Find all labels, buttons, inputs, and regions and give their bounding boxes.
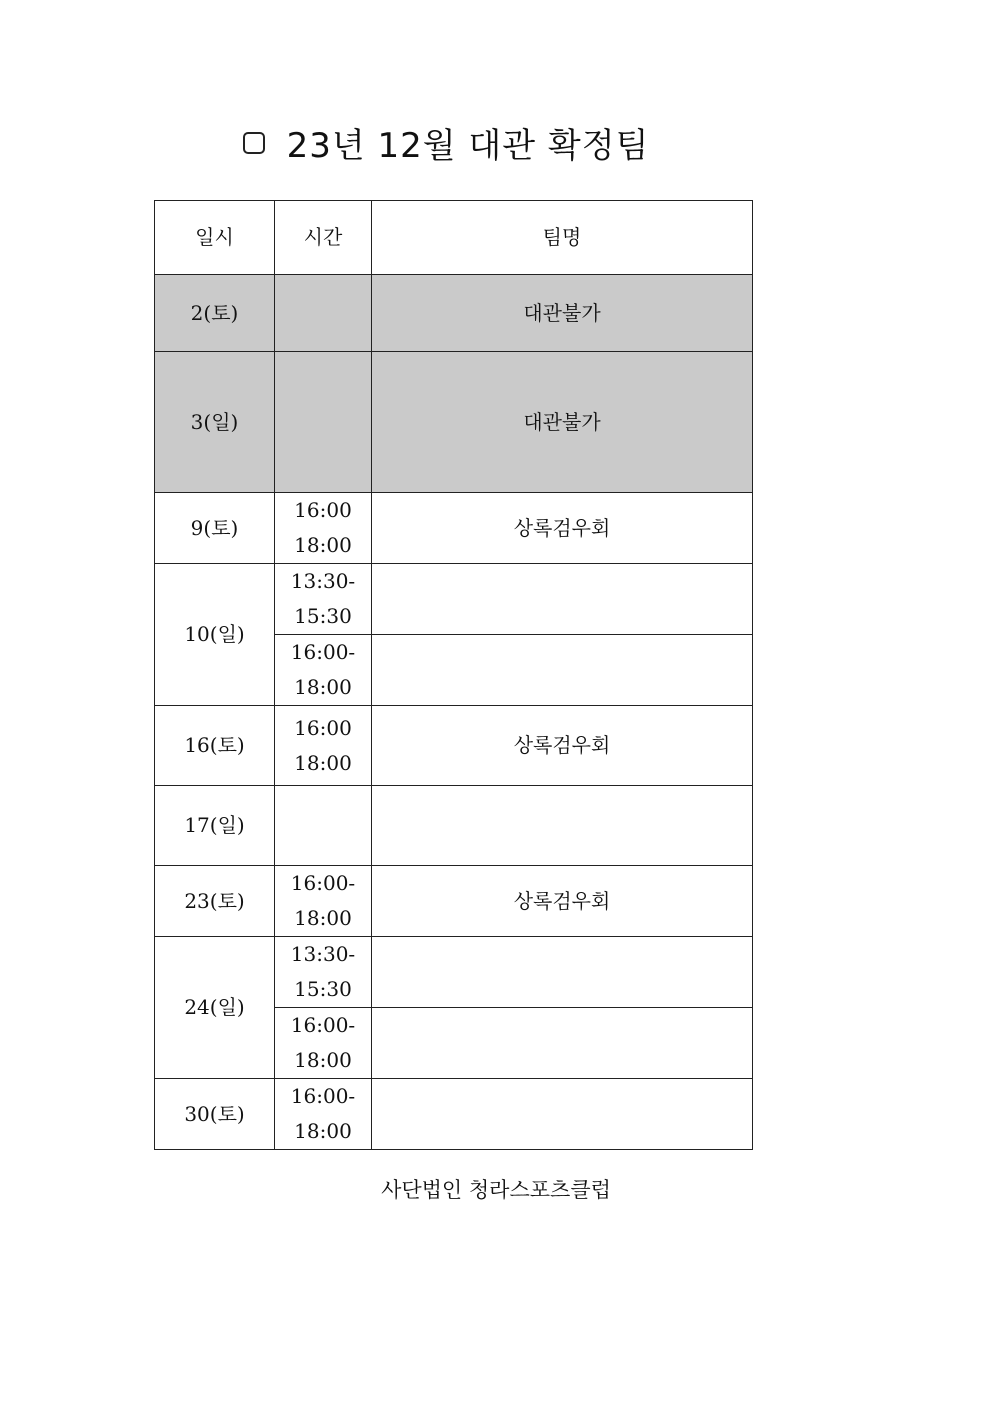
time-cell [275,635,372,706]
time-cell [275,786,372,866]
time-end: 15:30 [294,604,352,628]
time-cell [275,706,372,786]
time-start: 16:00- [290,640,356,664]
date-cell: 23(토) [155,866,275,937]
header-date: 일시 [155,201,275,275]
team-cell [372,786,753,866]
organization-name: 사단법인 청라스포츠클럽 [381,1178,611,1202]
time-end: 15:30 [294,977,352,1001]
table-row [155,352,753,493]
team-cell [372,564,753,635]
time-end: 18:00 [294,906,352,930]
date-cell: 24(일) [155,937,275,1079]
team-cell [372,937,753,1008]
team-cell: 상록검우회 [372,706,753,786]
time-end: 18:00 [294,750,352,775]
document-title [0,118,892,167]
checkbox-square-icon [243,132,265,154]
date-cell: 2(토) [155,275,275,352]
time-end: 18:00 [294,1119,352,1143]
time-start: 16:00- [290,871,356,895]
time-cell [275,564,372,635]
table-row [155,706,753,786]
header-team: 팀명 [372,201,753,275]
table-header-row [155,201,753,275]
team-cell [372,1008,753,1079]
team-cell: 상록검우회 [372,866,753,937]
time-start: 16:00- [290,1013,356,1037]
time-start: 13:30- [290,569,356,593]
team-cell: 상록검우회 [372,493,753,564]
date-cell: 17(일) [155,786,275,866]
date-cell: 10(일) [155,564,275,706]
header-time: 시간 [275,201,372,275]
time-start: 16:00 [294,715,352,740]
team-cell [372,635,753,706]
time-start: 16:00- [290,1084,356,1108]
table-row [155,937,753,1008]
table-row [155,866,753,937]
time-cell [275,1079,372,1150]
table-row [155,786,753,866]
table-row [155,564,753,635]
document-title-text: 23년 12월 대관 확정팀 [286,126,650,166]
date-cell: 16(토) [155,706,275,786]
time-end: 18:00 [294,1048,352,1072]
time-end: 18:00 [294,533,352,557]
date-cell: 30(토) [155,1079,275,1150]
date-cell: 3(일) [155,352,275,493]
time-cell [275,1008,372,1079]
team-cell: 대관불가 [372,275,753,352]
team-cell [372,1079,753,1150]
time-cell [275,352,372,493]
table-row [155,1079,753,1150]
time-start: 16:00 [294,498,352,522]
time-cell [275,866,372,937]
time-cell [275,937,372,1008]
time-cell [275,275,372,352]
time-cell [275,493,372,564]
time-start: 13:30- [290,942,356,966]
date-cell: 9(토) [155,493,275,564]
time-end: 18:00 [294,675,352,699]
table-row [155,493,753,564]
schedule-table [154,200,753,1150]
team-cell: 대관불가 [372,352,753,493]
table-row [155,275,753,352]
